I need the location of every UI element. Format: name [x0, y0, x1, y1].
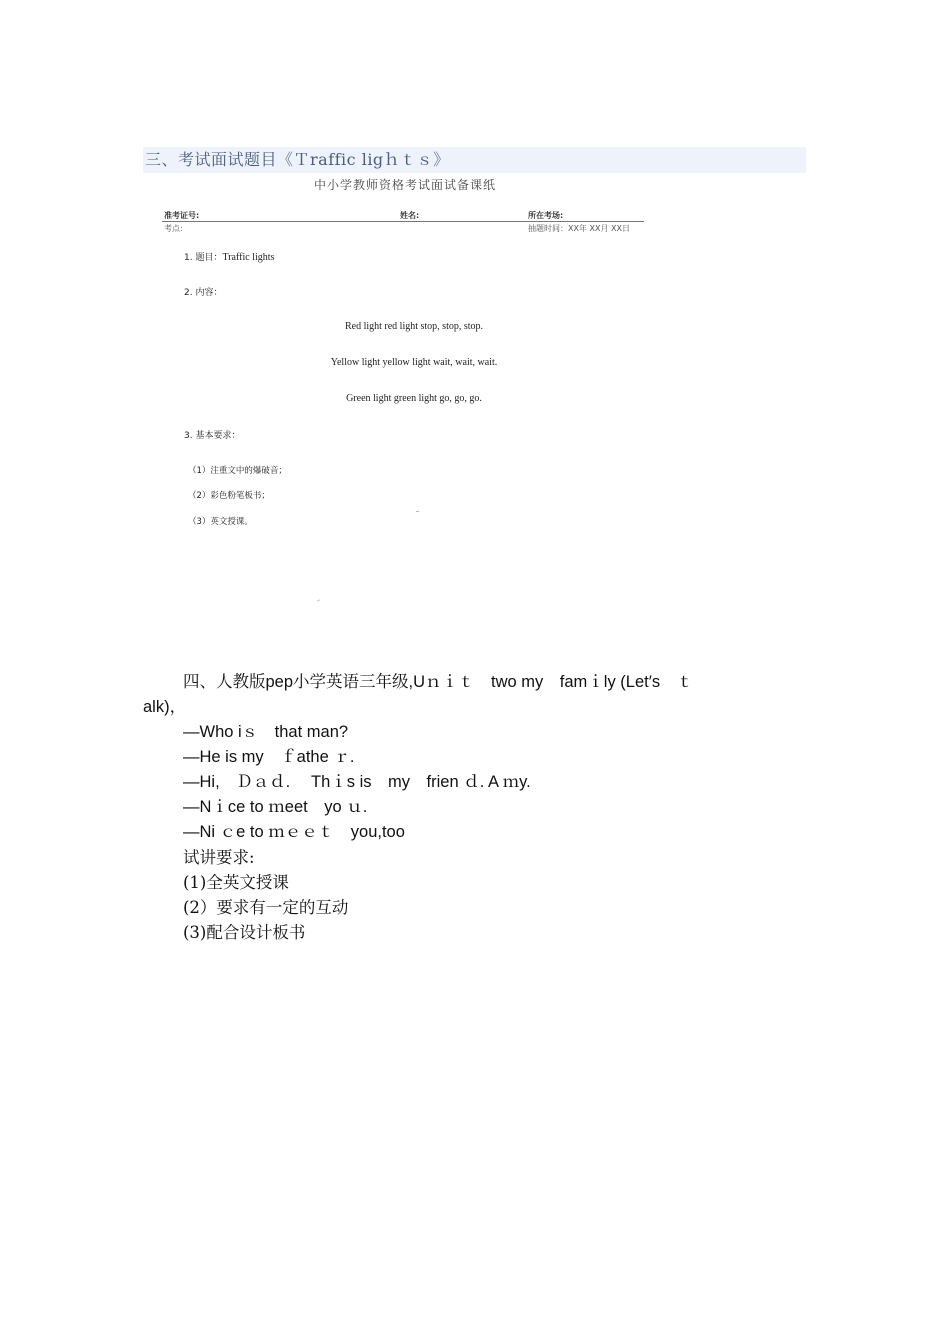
scan-speck	[416, 511, 419, 512]
dialogue-line: —Hi, Ｄａｄ. Thｉs is my frien ｄ. A ｍy.	[183, 773, 531, 791]
teaching-requirements-title: 试讲要求:	[183, 848, 255, 867]
dialogue-line: —Who iｓ that man?	[183, 723, 349, 741]
draw-time-label: 抽题时间：XX年 XX月 XX日	[528, 224, 630, 233]
requirement-item: （1）注重文中的爆破音；	[188, 466, 287, 476]
form-title: 中小学教师资格考试面试备课纸	[313, 178, 496, 192]
name-label: 姓名:	[400, 211, 420, 220]
poem-line: Green light green light go, go, go.	[346, 393, 482, 404]
site-label: 考点:	[164, 224, 183, 233]
form-rule	[162, 221, 644, 222]
section-4	[143, 670, 803, 945]
scan-speck	[317, 599, 320, 601]
poem-line: Yellow light yellow light wait, wait, wait.	[330, 357, 498, 368]
topic-value: Traffic lights	[222, 252, 275, 263]
teaching-requirement: (3)配合设计板书	[183, 923, 306, 942]
topic-line	[184, 250, 274, 263]
section-4-title-continued: alk)，	[143, 698, 187, 716]
section-3-heading: 三、考试面试题目《Ｔraffic ligｈｔｓ》	[143, 147, 806, 173]
venue-label: 所在考场:	[528, 211, 564, 220]
poem-line: Red light red light stop, stop, stop.	[344, 321, 484, 332]
dialogue-line: —He is my ｆathe ｒ.	[183, 748, 355, 766]
teaching-requirement: (2）要求有一定的互动	[183, 898, 349, 917]
requirement-item: （3）英文授课。	[188, 517, 253, 527]
dialogue-line: —Nｉce to ｍeet yo ｕ.	[183, 798, 368, 816]
lesson-prep-form-image	[160, 176, 650, 616]
teaching-requirement: (1)全英文授课	[183, 873, 289, 892]
requirements-label: 3. 基本要求：	[184, 431, 241, 441]
dialogue-line: —Ni ｃe to ｍｅｅｔ you,too	[183, 823, 405, 841]
topic-label: 1. 题目：	[184, 253, 223, 263]
requirement-item: （2）彩色粉笔板书；	[188, 491, 270, 501]
section-4-title: 四、人教版pep小学英语三年级,Uｎｉｔ two my famｉly (Let′s ｔ	[183, 673, 694, 691]
ticket-number-label: 准考证号:	[164, 211, 200, 220]
content-label: 2. 内容：	[184, 288, 223, 298]
